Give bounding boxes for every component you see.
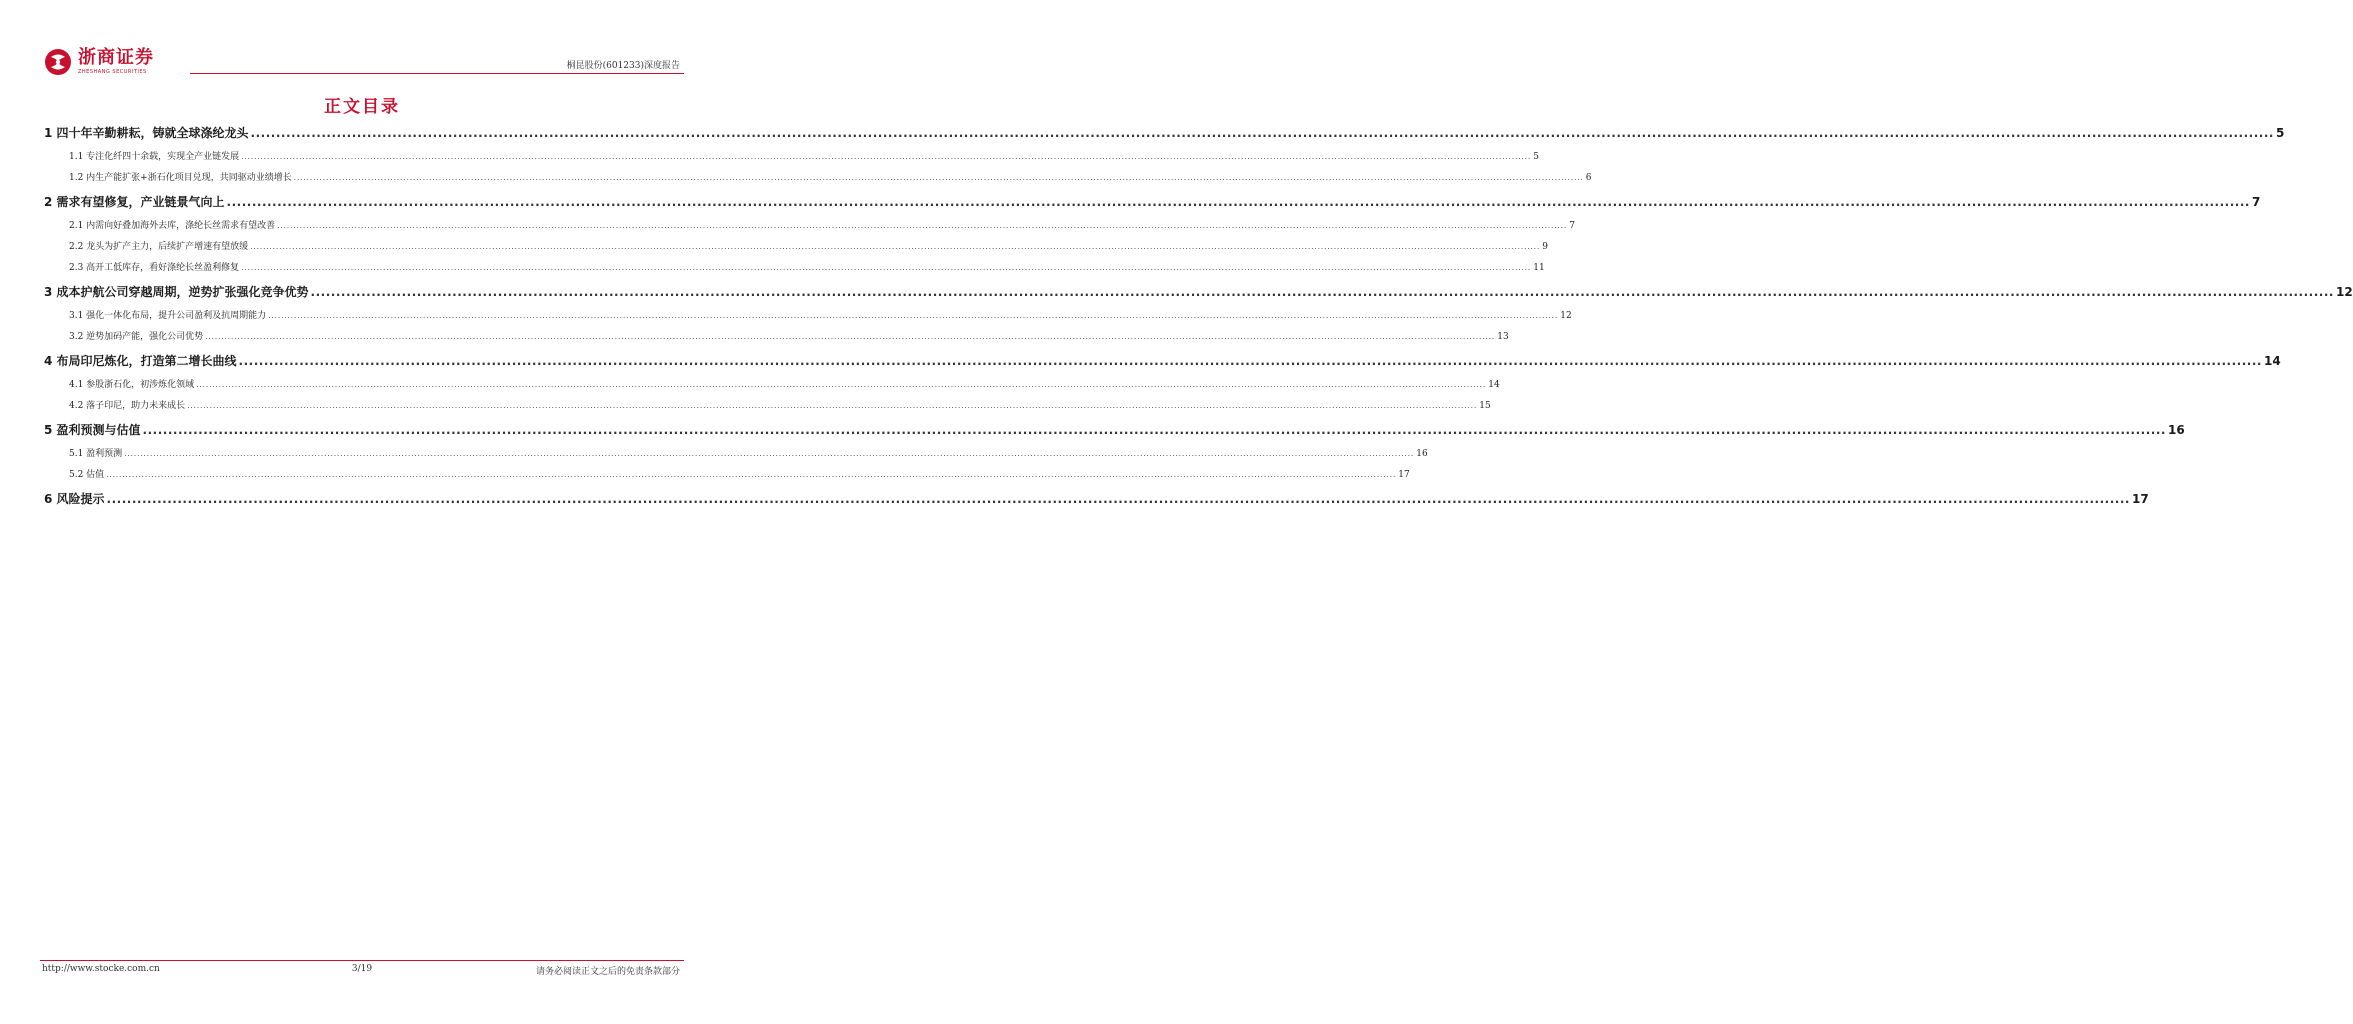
toc-page-number: 16 <box>1416 449 1428 459</box>
table-of-contents <box>44 122 2353 515</box>
toc-section-entry[interactable] <box>44 467 1410 488</box>
toc-entry-title: 3 成本护航公司穿越周期，逆势扩张强化竞争优势 <box>44 285 309 299</box>
disclaimer-note: 请务必阅读正文之后的免责条款部分 <box>535 967 680 977</box>
toc-entry-title: 4 布局印尼炼化，打造第二增长曲线 <box>44 354 237 368</box>
toc-page-number: 16 <box>2167 423 2185 437</box>
company-logo <box>44 48 154 76</box>
toc-entry-title: 6 风险提示 <box>44 492 105 506</box>
zheshang-logo-icon <box>44 48 72 76</box>
toc-dot-leader: ................................................................................................................................................................................................................................................................................................................................................................................................................ <box>106 492 2130 506</box>
toc-dot-leader: ................................................................................................................................................................................................................................................................................................................................................................................................................ <box>196 381 1487 389</box>
toc-page-number: 17 <box>2131 492 2149 506</box>
toc-entry-title: 3.1 强化一体化布局，提升公司盈利及抗周期能力 <box>69 311 267 321</box>
toc-entry-title: 4.1 参股浙石化，初涉炼化领域 <box>69 380 195 390</box>
toc-dot-leader: ................................................................................................................................................................................................................................................................................................................................................................................................................ <box>238 354 2262 368</box>
toc-page-number: 15 <box>1479 401 1491 411</box>
toc-page-number: 13 <box>1497 332 1509 342</box>
toc-dot-leader: ................................................................................................................................................................................................................................................................................................................................................................................................................ <box>310 285 2334 299</box>
toc-section-entry[interactable] <box>44 170 1592 191</box>
toc-dot-leader: ................................................................................................................................................................................................................................................................................................................................................................................................................ <box>241 153 1532 161</box>
toc-dot-leader: ................................................................................................................................................................................................................................................................................................................................................................................................................ <box>250 126 2274 140</box>
toc-entry-title: 5.1 盈利预测 <box>69 449 123 459</box>
toc-page-number: 14 <box>1488 380 1500 390</box>
toc-page-number: 14 <box>2263 354 2281 368</box>
toc-page-number: 7 <box>2251 195 2261 209</box>
page-header <box>40 40 684 76</box>
toc-entry-title: 5 盈利预测与估值 <box>44 423 141 437</box>
toc-dot-leader: ................................................................................................................................................................................................................................................................................................................................................................................................................ <box>241 264 1532 272</box>
toc-page-number: 9 <box>1542 242 1548 252</box>
toc-page-number: 5 <box>1533 152 1539 162</box>
toc-section-entry[interactable] <box>44 260 1545 281</box>
logo-chinese-name: 浙商证券 <box>78 47 154 68</box>
toc-chapter-entry[interactable] <box>44 281 2353 308</box>
toc-entry-title: 2 需求有望修复，产业链景气向上 <box>44 195 225 209</box>
toc-dot-leader: ................................................................................................................................................................................................................................................................................................................................................................................................................ <box>268 312 1559 320</box>
toc-dot-leader: ................................................................................................................................................................................................................................................................................................................................................................................................................ <box>142 423 2166 437</box>
footer-website-link[interactable]: http://www.stocke.com.cn <box>42 964 160 974</box>
toc-entry-title: 4.2 落子印尼，助力未来成长 <box>69 401 186 411</box>
toc-section-entry[interactable] <box>44 308 1572 329</box>
toc-section-entry[interactable] <box>44 239 1548 260</box>
toc-entry-title: 2.1 内需向好叠加海外去库，涤纶长丝需求有望改善 <box>69 221 276 231</box>
toc-chapter-entry[interactable] <box>44 122 2285 149</box>
toc-page-number: 12 <box>1560 311 1572 321</box>
footer-divider <box>40 960 684 961</box>
toc-page-number: 17 <box>1398 470 1410 480</box>
page-footer <box>40 960 684 980</box>
toc-chapter-entry[interactable] <box>44 350 2281 377</box>
logo-english-name: ZHESHANG SECURITIES <box>78 69 147 75</box>
toc-dot-leader: ................................................................................................................................................................................................................................................................................................................................................................................................................ <box>250 243 1541 251</box>
toc-entry-title: 2.3 高开工低库存，看好涤纶长丝盈利修复 <box>69 263 240 273</box>
toc-entry-title: 3.2 逆势加码产能，强化公司优势 <box>69 332 204 342</box>
toc-page-number: 5 <box>2275 126 2285 140</box>
toc-chapter-entry[interactable] <box>44 488 2149 515</box>
toc-section-entry[interactable] <box>44 446 1428 467</box>
report-tag: 桐昆股份(601233)深度报告 <box>566 61 680 71</box>
toc-chapter-entry[interactable] <box>44 191 2261 218</box>
toc-entry-title: 1 四十年辛勤耕耘，铸就全球涤纶龙头 <box>44 126 249 140</box>
toc-dot-leader: ................................................................................................................................................................................................................................................................................................................................................................................................................ <box>124 450 1415 458</box>
toc-dot-leader: ................................................................................................................................................................................................................................................................................................................................................................................................................ <box>293 174 1584 182</box>
toc-page-number: 6 <box>1585 173 1592 183</box>
toc-section-entry[interactable] <box>44 377 1500 398</box>
toc-dot-leader: ................................................................................................................................................................................................................................................................................................................................................................................................................ <box>205 333 1496 341</box>
page-number: 3/19 <box>351 964 373 974</box>
toc-page-number: 11 <box>1533 263 1545 273</box>
toc-entry-title: 2.2 龙头为扩产主力，后续扩产增速有望放缓 <box>69 242 249 252</box>
toc-entry-title: 1.1 专注化纤四十余载，实现全产业链发展 <box>69 152 240 162</box>
toc-dot-leader: ................................................................................................................................................................................................................................................................................................................................................................................................................ <box>226 195 2250 209</box>
toc-entry-title: 5.2 估值 <box>69 470 105 480</box>
toc-dot-leader: ................................................................................................................................................................................................................................................................................................................................................................................................................ <box>187 402 1478 410</box>
toc-title: 正文目录 <box>324 97 400 117</box>
toc-dot-leader: ................................................................................................................................................................................................................................................................................................................................................................................................................ <box>277 222 1568 230</box>
toc-page-number: 12 <box>2335 285 2353 299</box>
toc-section-entry[interactable] <box>44 398 1491 419</box>
header-divider <box>190 73 684 74</box>
toc-chapter-entry[interactable] <box>44 419 2185 446</box>
toc-section-entry[interactable] <box>44 149 1539 170</box>
toc-section-entry[interactable] <box>44 218 1575 239</box>
toc-page-number: 7 <box>1569 221 1575 231</box>
toc-section-entry[interactable] <box>44 329 1509 350</box>
toc-dot-leader: ................................................................................................................................................................................................................................................................................................................................................................................................................ <box>106 471 1397 479</box>
toc-entry-title: 1.2 内生产能扩张+浙石化项目兑现，共同驱动业绩增长 <box>69 173 292 183</box>
